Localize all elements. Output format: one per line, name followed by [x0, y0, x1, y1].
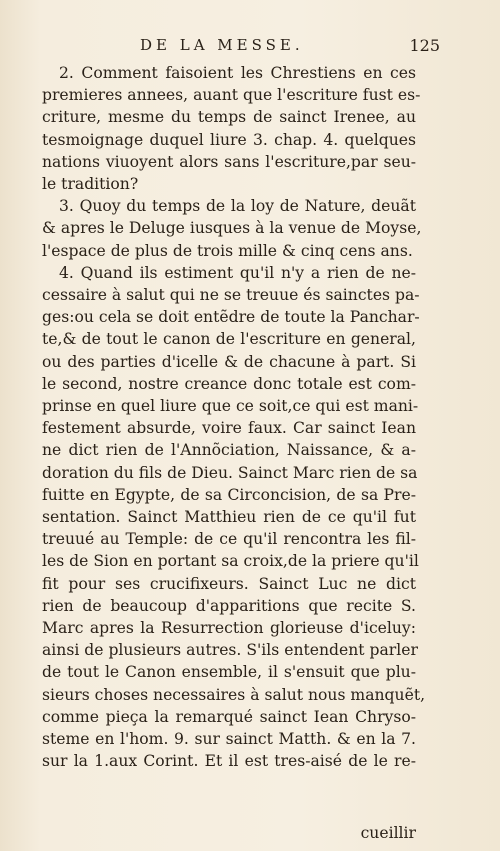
- text-line: tesmoignage duquel liure 3. chap. 4. quelques: [42, 130, 416, 149]
- page-header: [140, 36, 440, 56]
- text-line: festement absurde, voire faux. Car sainct Iean: [42, 419, 416, 438]
- page-number: 125: [409, 36, 440, 55]
- text-line: ne dict rien de l'Annõciation, Naissance, & a-: [42, 441, 416, 460]
- text-line: te,& de tout le canon de l'escriture en general,: [42, 330, 416, 349]
- text-line: de tout le Canon ensemble, il s'ensuit que plu-: [42, 663, 416, 682]
- paragraph-3: [42, 195, 422, 262]
- catchword: cueillir: [360, 824, 416, 842]
- text-line: sieurs choses necessaires à salut nous manquẽt,: [42, 685, 426, 704]
- paragraph-4: [42, 262, 426, 773]
- text-line: ges:ou cela se doit entẽdre de toute la Panchar-: [42, 308, 420, 327]
- running-title: DE LA MESSE.: [140, 36, 304, 54]
- text-line: 4. Quand ils estiment qu'il n'y a rien de ne-: [59, 263, 416, 282]
- text-line: les de Sion en portant sa croix,de la priere qu'il: [42, 552, 419, 571]
- text-line: le second, nostre creance donc totale est com-: [42, 374, 416, 393]
- text-line: le tradition?: [42, 175, 139, 194]
- text-line: rien de beaucoup d'apparitions que recite S.: [42, 596, 416, 615]
- text-line: sur la 1.aux Corint. Et il est tres-aisé de le re-: [42, 752, 416, 771]
- text-line: sentation. Sainct Matthieu rien de ce qu'il fut: [42, 508, 416, 527]
- text-line: ainsi de plusieurs autres. S'ils entendent parler: [42, 641, 418, 660]
- text-line: 2. Comment faisoient les Chrestiens en ces: [59, 64, 416, 82]
- text-line: ou des parties d'icelle & de chacune à part. Si: [42, 352, 416, 371]
- text-line: 3. Quoy du temps de la loy de Nature, deuãt: [59, 197, 416, 216]
- text-line: & apres le Deluge iusques à la venue de Moyse,: [42, 219, 422, 238]
- text-line: treuué au Temple: de ce qu'il rencontra les fil-: [42, 530, 416, 549]
- text-line: fuitte en Egypte, de sa Circoncision, de sa Pre-: [42, 485, 416, 504]
- text-line: steme en l'hom. 9. sur sainct Matth. & en la 7.: [42, 730, 416, 749]
- text-line: l'espace de plus de trois mille & cinq cens ans.: [42, 241, 413, 260]
- text-line: prinse en quel liure que ce soit,ce qui est mani-: [42, 397, 419, 416]
- text-line: premieres annees, auant que l'escriture fust es-: [42, 86, 421, 105]
- body-text: [42, 62, 426, 773]
- text-line: Marc apres la Resurrection glorieuse d'iceluy:: [42, 619, 416, 638]
- text-line: cessaire à salut qui ne se treuue és sainctes pa-: [42, 286, 420, 305]
- text-line: doration du fils de Dieu. Sainct Marc rien de sa: [42, 463, 418, 482]
- text-line: nations viuoyent alors sans l'escriture,par seu-: [42, 152, 416, 171]
- text-line: fit pour ses crucifixeurs. Sainct Luc ne dict: [42, 574, 416, 593]
- text-line: comme pieça la remarqué sainct Iean Chryso-: [42, 707, 416, 726]
- paragraph-2: [42, 62, 421, 195]
- text-line: criture, mesme du temps de sainct Irenee, au: [42, 108, 416, 127]
